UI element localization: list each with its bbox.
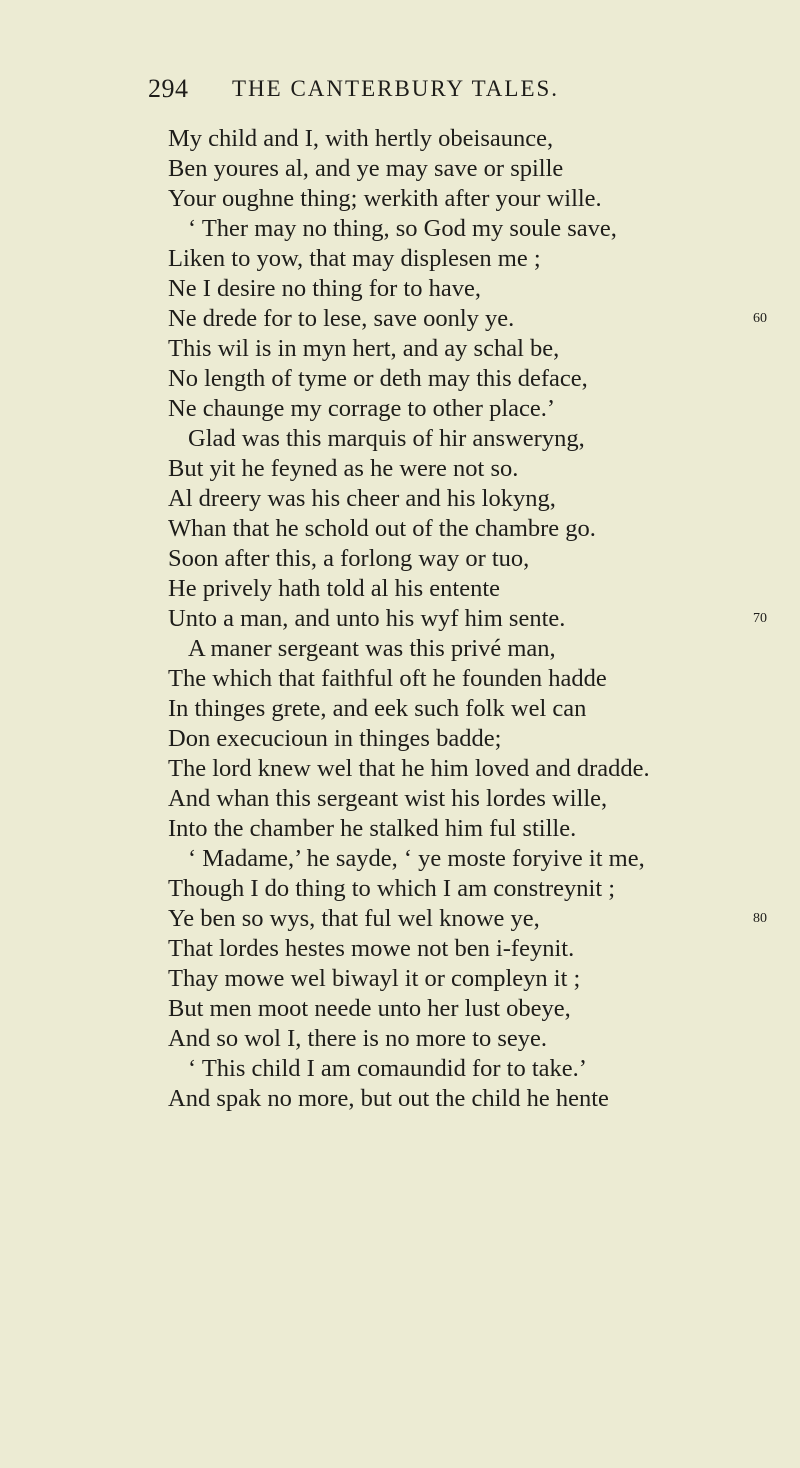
- verse-line: [0, 634, 800, 664]
- verse-text: Al dreery was his cheer and his lokyng,: [168, 485, 556, 512]
- verse-line: [0, 514, 800, 544]
- verse-text: And so wol I, there is no more to seye.: [168, 1025, 547, 1052]
- verse-text: Liken to yow, that may displesen me ;: [168, 245, 541, 272]
- verse-line: [0, 424, 800, 454]
- line-number: 70: [753, 611, 767, 626]
- running-title: THE CANTERBURY TALES.: [232, 76, 560, 101]
- verse-line: [0, 664, 800, 694]
- verse-line: [0, 394, 800, 424]
- verse-text: Ne drede for to lese, save oonly ye.: [168, 305, 515, 332]
- verse-text: ‘ This child I am comaundid for to take.’: [188, 1055, 587, 1082]
- verse-line: [0, 364, 800, 394]
- verse-line: [0, 724, 800, 754]
- verse-text: Unto a man, and unto his wyf him sente.: [168, 605, 566, 632]
- verse-text: No length of tyme or deth may this deface,: [168, 365, 588, 392]
- verse-text: But yit he feyned as he were not so.: [168, 455, 519, 482]
- verse-text: And spak no more, but out the child he hente: [168, 1085, 609, 1112]
- verse-line: [0, 244, 800, 274]
- running-header: [148, 74, 668, 108]
- verse-line: [0, 574, 800, 604]
- verse-line: [0, 904, 800, 934]
- verse-line: [0, 604, 800, 634]
- verse-line: [0, 184, 800, 214]
- verse-line: [0, 304, 800, 334]
- verse-text: ‘ Madame,’ he sayde, ‘ ye moste foryive it me,: [188, 845, 645, 872]
- verse-text: Though I do thing to which I am constreynit ;: [168, 875, 616, 902]
- verse-text: In thinges grete, and eek such folk wel can: [168, 695, 587, 722]
- verse-line: [0, 1024, 800, 1054]
- verse-line: [0, 154, 800, 184]
- verse-text: He prively hath told al his entente: [168, 575, 501, 602]
- verse-text: Into the chamber he stalked him ful stille.: [168, 815, 577, 842]
- line-number: 60: [753, 311, 767, 326]
- verse-text: But men moot neede unto her lust obeye,: [168, 995, 571, 1022]
- verse-text: And whan this sergeant wist his lordes wille,: [168, 785, 608, 812]
- verse-line: [0, 964, 800, 994]
- verse-text: Glad was this marquis of hir answeryng,: [188, 425, 585, 452]
- poem-body: [0, 124, 800, 1114]
- verse-text: Thay mowe wel biwayl it or compleyn it ;: [168, 965, 581, 992]
- page-number: 294: [148, 74, 189, 103]
- verse-text: Ben youres al, and ye may save or spille: [168, 155, 564, 182]
- verse-text: Ne I desire no thing for to have,: [168, 275, 481, 302]
- verse-line: [0, 814, 800, 844]
- verse-line: [0, 844, 800, 874]
- verse-line: [0, 484, 800, 514]
- verse-text: ‘ Ther may no thing, so God my soule save,: [188, 215, 617, 242]
- verse-text: Don execucioun in thinges badde;: [168, 725, 502, 752]
- verse-line: [0, 334, 800, 364]
- verse-line: [0, 694, 800, 724]
- verse-text: This wil is in myn hert, and ay schal be,: [168, 335, 560, 362]
- verse-line: [0, 754, 800, 784]
- verse-text: Whan that he schold out of the chambre go.: [168, 515, 596, 542]
- verse-line: [0, 994, 800, 1024]
- verse-line: [0, 124, 800, 154]
- verse-line: [0, 544, 800, 574]
- verse-text: My child and I, with hertly obeisaunce,: [168, 125, 554, 152]
- verse-line: [0, 784, 800, 814]
- verse-text: Your oughne thing; werkith after your wille.: [168, 185, 602, 212]
- verse-text: A maner sergeant was this privé man,: [188, 635, 556, 662]
- verse-line: [0, 1054, 800, 1084]
- verse-line: [0, 934, 800, 964]
- verse-text: The lord knew wel that he him loved and dradde.: [168, 755, 650, 782]
- verse-line: [0, 214, 800, 244]
- verse-text: Soon after this, a forlong way or tuo,: [168, 545, 530, 572]
- verse-line: [0, 874, 800, 904]
- verse-text: The which that faithful oft he founden hadde: [168, 665, 607, 692]
- line-number: 80: [753, 911, 767, 926]
- verse-text: Ne chaunge my corrage to other place.’: [168, 395, 556, 422]
- verse-line: [0, 274, 800, 304]
- verse-text: That lordes hestes mowe not ben i-feynit.: [168, 935, 575, 962]
- verse-line: [0, 454, 800, 484]
- verse-line: [0, 1084, 800, 1114]
- verse-text: Ye ben so wys, that ful wel knowe ye,: [168, 905, 540, 932]
